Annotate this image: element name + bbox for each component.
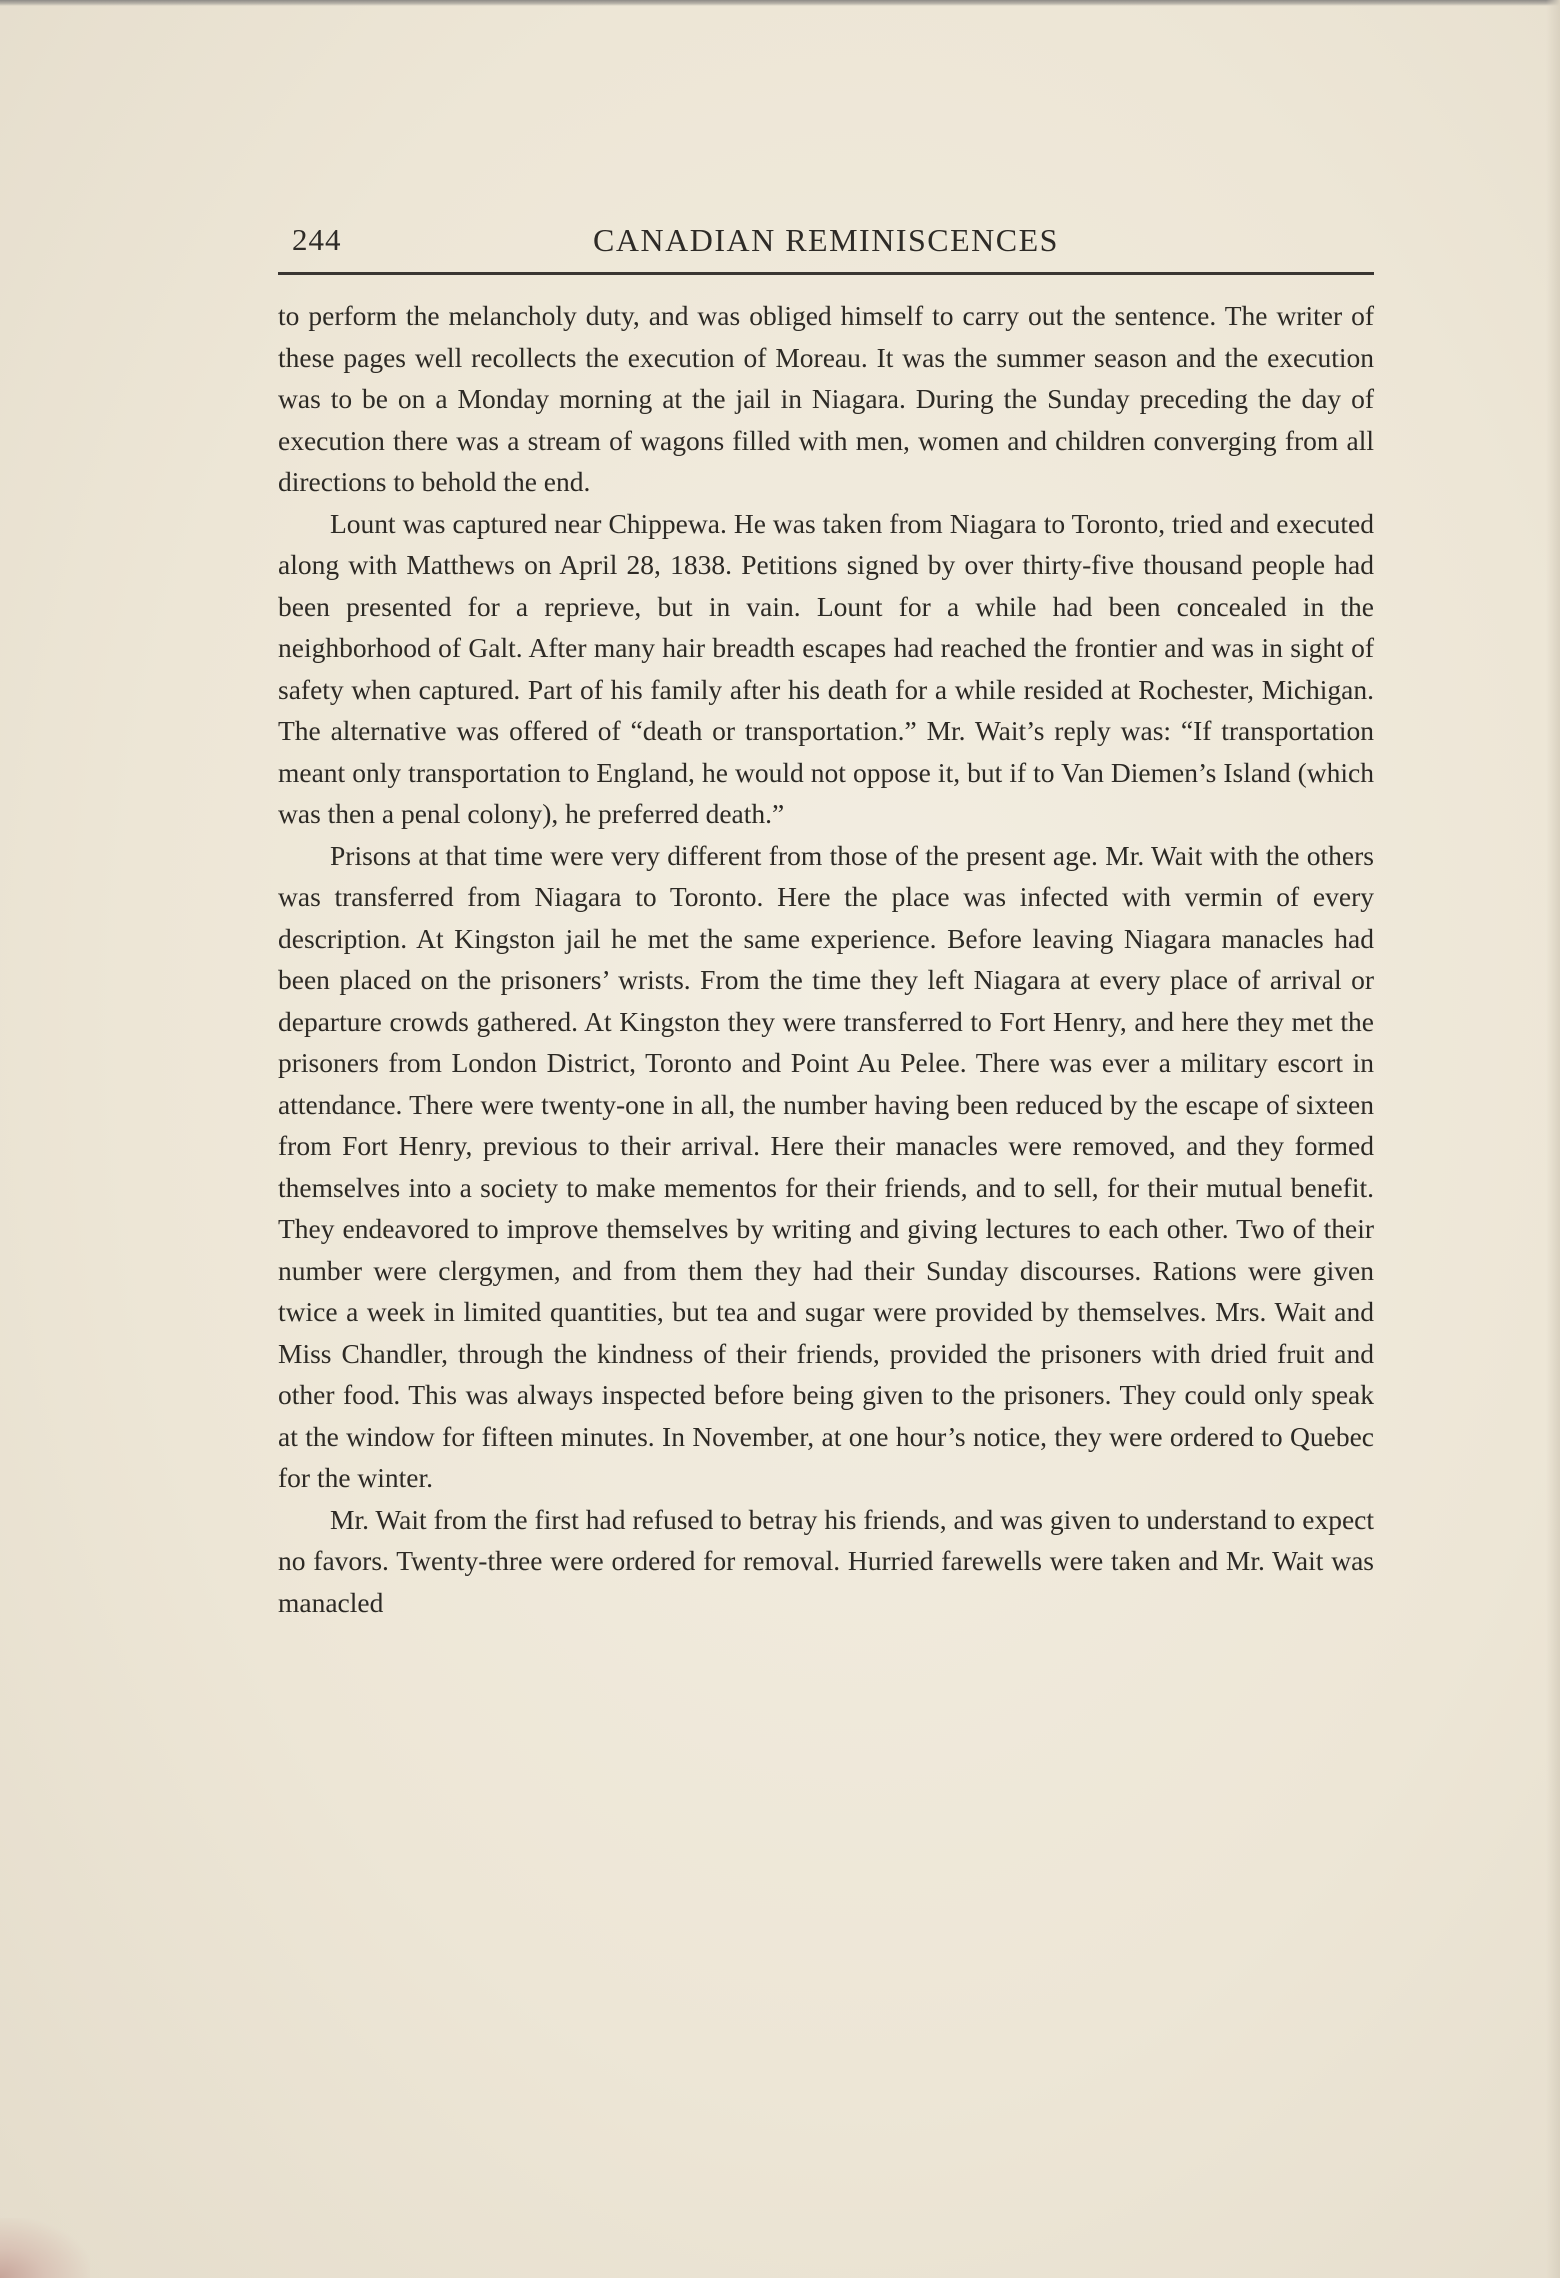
body-text [278, 295, 1374, 1623]
corner-shadow [0, 2218, 90, 2278]
paragraph-mr-wait: Mr. Wait from the first had refused to betray his friends, and was given to understand to expect no favors. Twenty-three were ordered for removal. Hurried farewells were taken and Mr. Wait was manacled [278, 1503, 1374, 1618]
header-rule [278, 272, 1374, 275]
page-top-edge [0, 0, 1560, 6]
page-right-edge [1546, 0, 1560, 2278]
running-head: CANADIAN REMINISCENCES [593, 222, 1059, 258]
paragraph-continued: to perform the melancholy duty, and was obliged himself to carry out the sentence. The writer of these pages well recollects the execution of Moreau. It was the summer season and the execution was to be on a Monday morning at the jail in Niagara. During the Sunday preceding the day of execution there was a stream of wagons filled with men, women and children converging from all directions to behold the end. [278, 300, 1374, 497]
paragraph-lount-captured: Lount was captured near Chippewa. He was taken from Niagara to Toronto, tried and executed along with Matthews on April 28, 1838. Petitions signed by over thirty-five thousand people had been presented for a reprieve, but in vain. Lount for a while had been concealed in the neighborhood of Galt. After many hair breadth escapes had reached the frontier and was in sight of safety when captured. Part of his family after his death for a while resided at Rochester, Michigan. The alternative was offered of “death or transportation.” Mr. Wait’s reply was: “If transportation meant only transportation to England, he would not oppose it, but if to Van Diemen’s Island (which was then a penal colony), he preferred death.” [278, 507, 1374, 829]
paragraph-prisons: Prisons at that time were very different from those of the present age. Mr. Wait with the others was transferred from Niagara to Toronto. Here the place was infected with vermin of every description. At Kingston jail he met the same experience. Before leaving Niagara manacles had been placed on the prisoners’ wrists. From the time they left Niagara at every place of arrival or departure crowds gathered. At Kingston they were transferred to Fort Henry, and here they met the prisoners from London District, Toronto and Point Au Pelee. There was ever a military escort in attendance. There were twenty-one in all, the number having been reduced by the escape of sixteen from Fort Henry, previous to their arrival. Here their manacles were removed, and they formed themselves into a society to make mementos for their friends, and to sell, for their mutual benefit. They endeavored to improve themselves by writing and giving lectures to each other. Two of their number were clergymen, and from them they had their Sunday discourses. Rations were given twice a week in limited quantities, but tea and sugar were provided by themselves. Mrs. Wait and Miss Chandler, through the kindness of their friends, provided the prisoners with dried fruit and other food. This was always inspected before being given to the prisoners. They could only speak at the window for fifteen minutes. In November, at one hour’s notice, they were ordered to Quebec for the winter. [278, 839, 1374, 1493]
page-number: 244 [292, 222, 342, 257]
page-header [278, 214, 1374, 274]
